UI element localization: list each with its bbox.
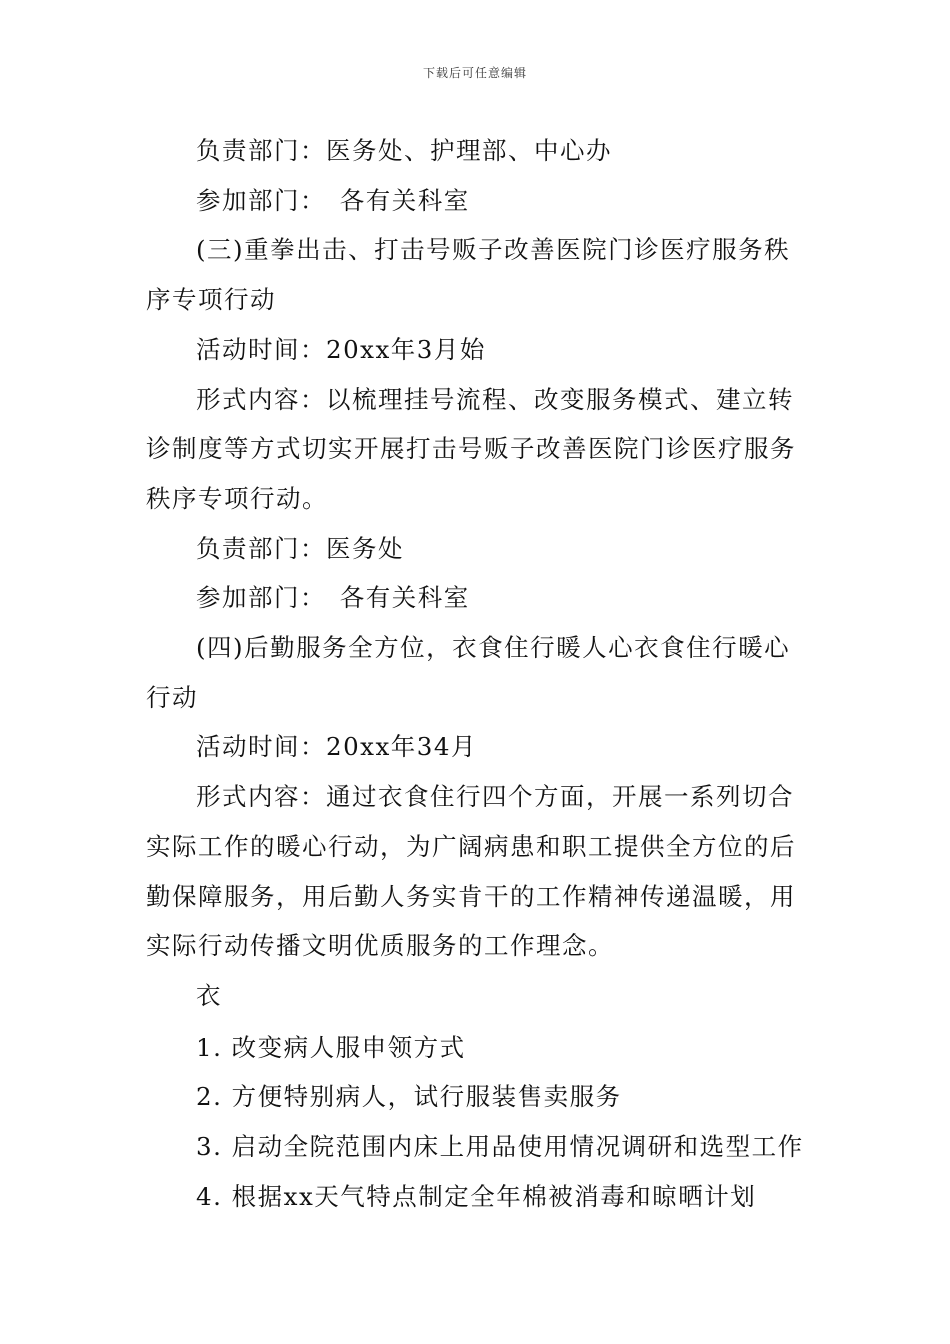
participating-dept-2: 参加部门： 各有关科室 — [196, 583, 470, 613]
list-item-1: 1. 改变病人服申领方式 — [196, 1032, 466, 1062]
document-body — [146, 126, 810, 1221]
responsible-dept-2: 负责部门：医务处 — [196, 533, 404, 563]
page-header: 下载后可任意编辑 — [422, 66, 527, 80]
list-item-4: 4. 根据xx天气特点制定全年棉被消毒和晾晒计划 — [196, 1181, 757, 1211]
activity-time-2: 活动时间：20xx年34月 — [196, 732, 477, 762]
responsible-dept-1: 负责部门：医务处、护理部、中心办 — [196, 136, 612, 165]
section-3-heading: (三)重拳出击、打击号贩子改善医院门诊医疗服务秩序专项行动 — [146, 235, 791, 315]
content-2: 形式内容：通过衣食住行四个方面，开展一系列切合实际工作的暖心行动，为广阔病患和职工提供全方位的后勤保障服务，用后勤人务实肯干的工作精神传递温暖，用实际行动传播文明优质服务的工作理念。 — [146, 782, 796, 961]
section-4-heading: (四)后勤服务全方位，衣食住行暖人心衣食住行暖心行动 — [146, 633, 791, 712]
subheading-clothing: 衣 — [196, 980, 222, 1010]
content-1: 形式内容：以梳理挂号流程、改变服务模式、建立转诊制度等方式切实开展打击号贩子改善医院门诊医疗服务秩序专项行动。 — [146, 384, 796, 513]
participating-dept-1: 参加部门： 各有关科室 — [196, 185, 470, 215]
list-item-2: 2. 方便特别病人，试行服装售卖服务 — [196, 1082, 622, 1112]
activity-time-1: 活动时间：20xx年3月始 — [196, 334, 486, 364]
list-item-3: 3. 启动全院范围内床上用品使用情况调研和选型工作 — [196, 1132, 804, 1162]
